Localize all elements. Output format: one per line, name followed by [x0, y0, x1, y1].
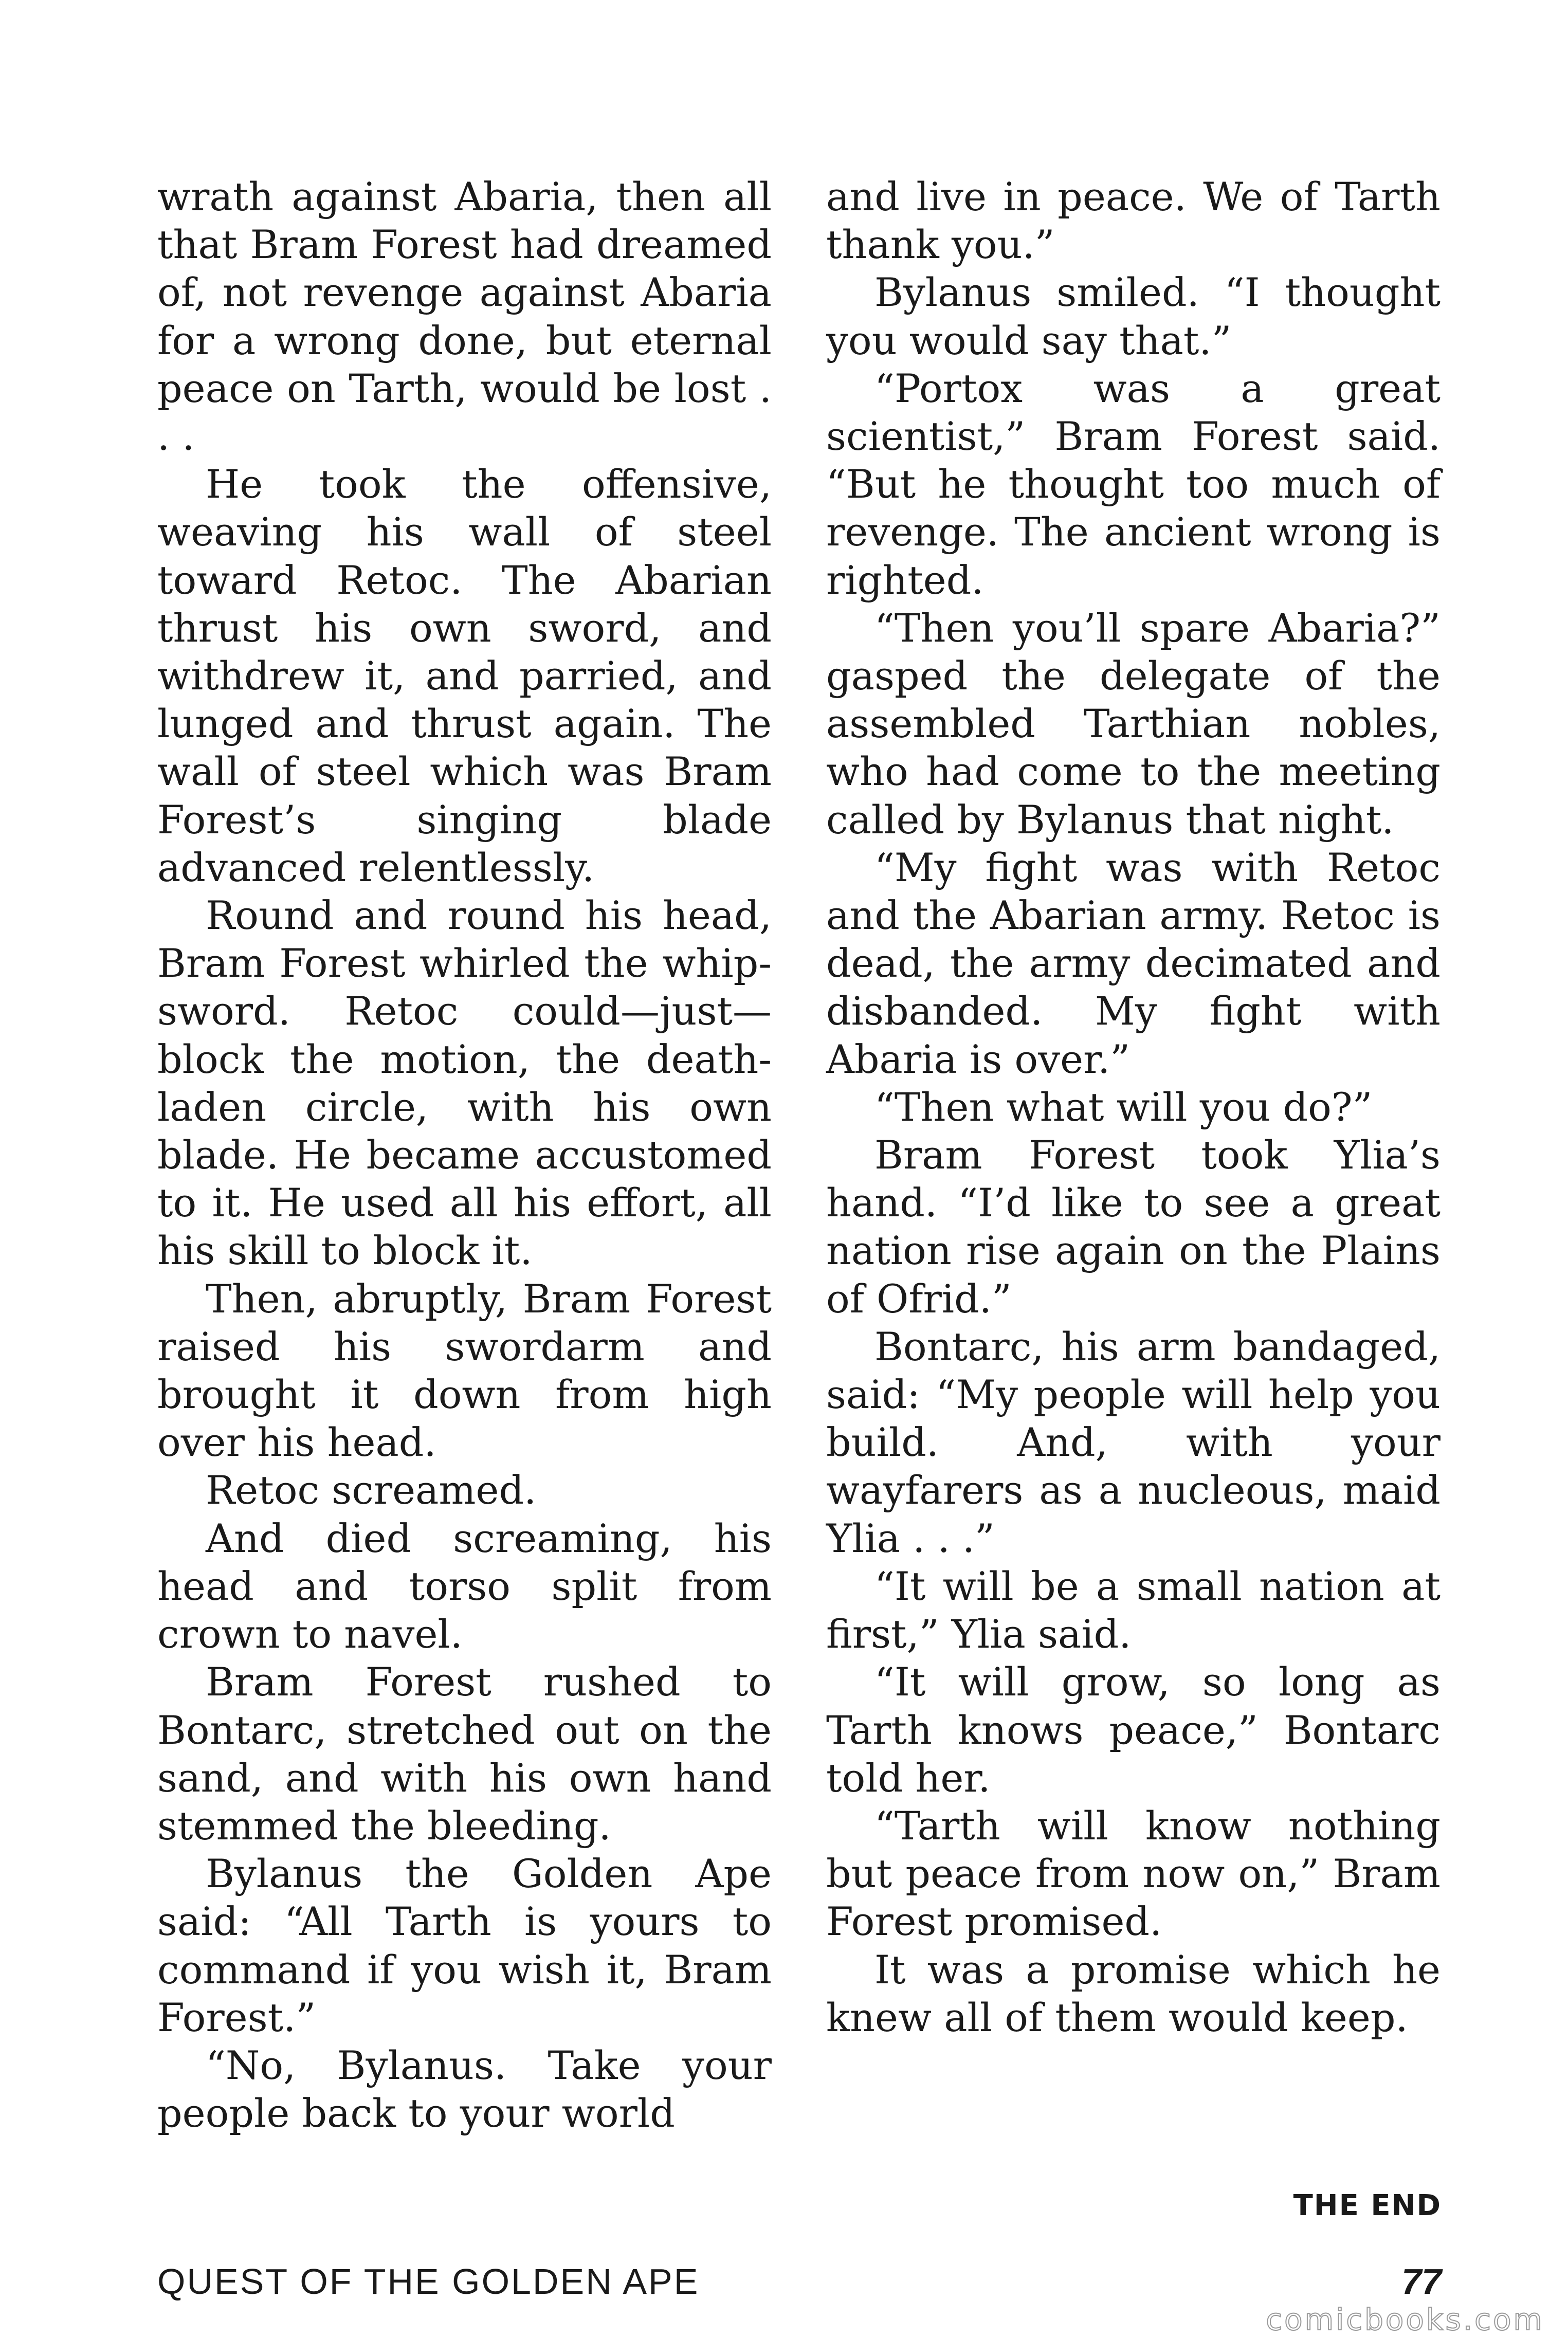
watermark: comicbooks.com — [1266, 2302, 1544, 2337]
paragraph: Bylanus the Golden Ape said: “All Tarth is yours to command if you wish it, Bram Forest.” — [157, 1851, 772, 2040]
paragraph: “No, Bylanus. Take your people back to your world — [157, 2042, 772, 2137]
paragraph: “Then what will you do?” — [874, 1084, 1373, 1130]
paragraph: “It will grow, so long as Tarth knows peace,” Bontarc told her. — [826, 1659, 1441, 1801]
page-number: 77 — [1401, 2261, 1442, 2302]
paragraph: and live in peace. We of Tarth thank you.” — [826, 174, 1441, 268]
paragraph: “Then you’ll spare Abaria?” gasped the delegate of the assembled Tarthian nobles, who had come to the meeting called by Bylanus that night. — [826, 605, 1441, 843]
paragraph: Round and round his head, Bram Forest whirled the whip-sword. Retoc could—just—block the motion, the death-laden circle, with his own blade. He became accustomed to it. He used all his effort, all his skill to block it. — [157, 892, 772, 1274]
paragraph: “My fight was with Retoc and the Abarian army. Retoc is dead, the army decimated and disbanded. My fight with Abaria is over.” — [826, 844, 1441, 1082]
paragraph: Bram Forest took Ylia’s hand. “I’d like to see a great nation rise again on the Plains of Ofrid.” — [826, 1132, 1441, 1322]
the-end-mark: THE END — [1293, 2189, 1442, 2222]
paragraph: And died screaming, his head and torso split from crown to navel. — [157, 1515, 772, 1657]
paragraph: “Tarth will know nothing but peace from now on,” Bram Forest promised. — [826, 1802, 1441, 1945]
paragraph: Bram Forest rushed to Bontarc, stretched out on the sand, and with his own hand stemmed the bleeding. — [157, 1659, 772, 1849]
right-column — [826, 173, 1441, 2041]
running-title: QUEST OF THE GOLDEN APE — [157, 2261, 700, 2302]
paragraph: Retoc screamed. — [206, 1467, 537, 1513]
paragraph: “Portox was a great scientist,” Bram Forest said. “But he thought too much of revenge. The ancient wrong is righted. — [826, 365, 1441, 603]
paragraph: It was a promise which he knew all of them would keep. — [826, 1946, 1441, 2040]
paragraph: Bylanus smiled. “I thought you would say that.” — [826, 269, 1441, 363]
left-column — [157, 173, 772, 2137]
paragraph: He took the offensive, weaving his wall of steel toward Retoc. The Abarian thrust his own sword, and withdrew it, and parried, and lunged and thrust again. The wall of steel which was Bram Forest’s singing blade advanced relentlessly. — [157, 461, 772, 890]
paragraph: Bontarc, his arm bandaged, said: “My people will help you build. And, with your wayfarers as a nucleous, maid Ylia . . .” — [826, 1323, 1441, 1561]
page-footer — [157, 2261, 1442, 2307]
paragraph: Then, abruptly, Bram Forest raised his swordarm and brought it down from high over his head. — [157, 1275, 772, 1466]
paragraph: wrath against Abaria, then all that Bram Forest had dreamed of, not revenge against Abaria for a wrong done, but eternal peace on Tarth, would be lost . . . — [157, 174, 772, 460]
paragraph: “It will be a small nation at first,” Ylia said. — [826, 1563, 1441, 1657]
